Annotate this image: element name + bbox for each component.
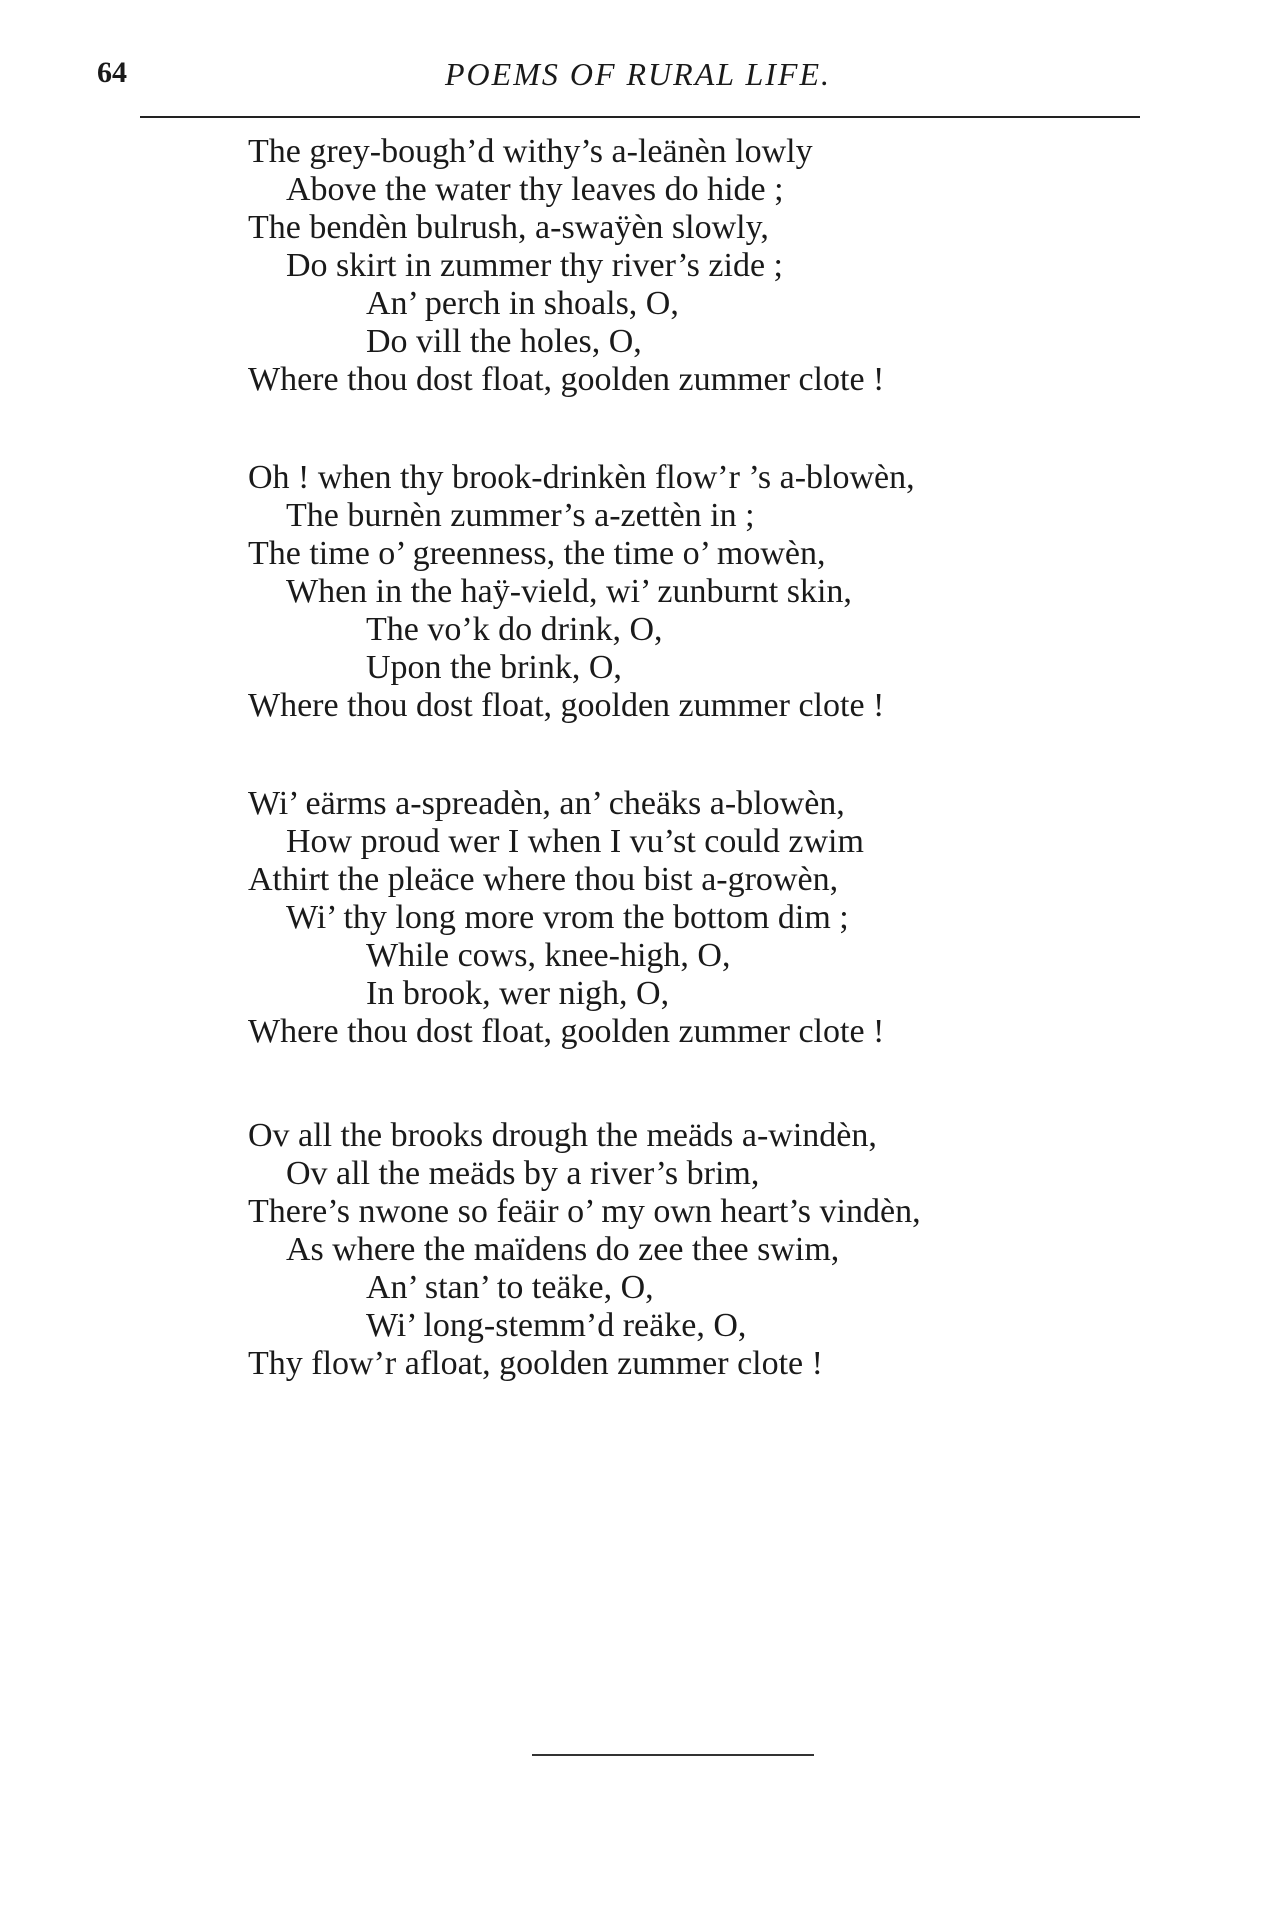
poem-line: The vo’k do drink, O, [366,611,663,648]
poem-line: In brook, wer nigh, O, [366,975,670,1012]
poem-line: Thy flow’r afloat, goolden zummer clote ! [248,1345,823,1382]
poem-line: Oh ! when thy brook-drinkèn flow’r ’s a-blowèn, [248,459,915,496]
poem-line: Ov all the meäds by a river’s brim, [286,1155,760,1192]
page-number: 64 [97,56,127,89]
poem-line: Athirt the pleäce where thou bist a-growèn, [248,861,839,898]
poem-line: How proud wer I when I vu’st could zwim [286,823,864,860]
poem-line: Wi’ long-stemm’d reäke, O, [366,1307,747,1344]
header-rule [140,116,1140,118]
poem-line: While cows, knee-high, O, [366,937,731,974]
poem-line: Wi’ eärms a-spreadèn, an’ cheäks a-blowèn, [248,785,845,822]
end-rule [532,1754,814,1756]
poem-line: The burnèn zummer’s a-zettèn in ; [286,497,755,534]
poem-line: An’ stan’ to teäke, O, [366,1269,654,1306]
poem-line: Where thou dost float, goolden zummer clote ! [248,687,885,724]
poem-line: The bendèn bulrush, a-swaÿèn slowly, [248,209,769,246]
poem-line: Upon the brink, O, [366,649,622,686]
running-title: POEMS OF RURAL LIFE. [444,56,832,92]
poem-line: Ov all the brooks drough the meäds a-windèn, [248,1117,877,1154]
poem-line: When in the haÿ-vield, wi’ zunburnt skin, [286,573,852,610]
poem-line: Do skirt in zummer thy river’s zide ; [286,247,783,284]
poem-line: Where thou dost float, goolden zummer clote ! [248,1013,885,1050]
poem-line: Do vill the holes, O, [366,323,642,360]
poem-line: There’s nwone so feäir o’ my own heart’s vindèn, [248,1193,921,1230]
poem-line: Wi’ thy long more vrom the bottom dim ; [286,899,849,936]
poem-line: The time o’ greenness, the time o’ mowèn, [248,535,826,572]
poem-line: Where thou dost float, goolden zummer clote ! [248,361,885,398]
poem-line: As where the maïdens do zee thee swim, [286,1231,840,1268]
poem-line: Above the water thy leaves do hide ; [286,171,784,208]
poem-line: The grey-bough’d withy’s a-leänèn lowly [248,133,813,170]
poem-line: An’ perch in shoals, O, [366,285,679,322]
